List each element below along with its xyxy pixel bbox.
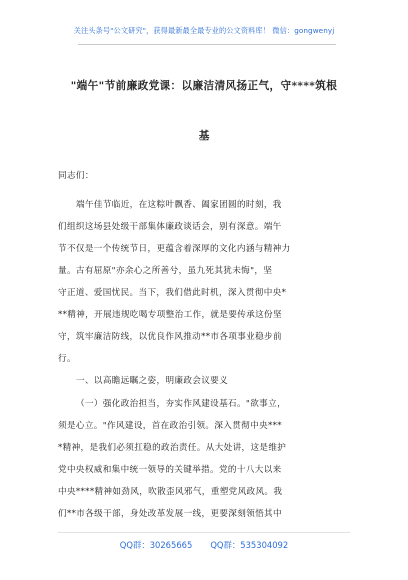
paragraph-line: 端午佳节临近，在这粽叶飘香、阖家团圆的时刻，我	[76, 200, 282, 210]
paragraph-line: 量。古有屈原"亦余心之所善兮，虽九死其犹未悔"，坚	[58, 266, 273, 276]
document-title-line-2: 基	[198, 130, 210, 142]
paragraph-line: *精神，是我们必须扛稳的政治责任。从大处讲，这是维护	[58, 443, 287, 453]
salutation: 同志们：	[58, 171, 94, 181]
header-banner: 关注头条号"公文研究"，获得最新最全最专业的公文资料库！ 微信：gongwenyj	[73, 26, 335, 35]
footer-qq-group-1: QQ群：30265665	[119, 540, 193, 550]
paragraph-line: 节不仅是一个传统节日，更蕴含着深厚的文化内涵与精神力	[58, 244, 291, 254]
footer-divider	[58, 532, 350, 533]
paragraph-line: 行。	[58, 354, 76, 364]
paragraph-line: 守正道、爱国忧民。当下，我们借此时机，深入贯彻中央*	[58, 288, 287, 298]
footer-contacts	[0, 539, 408, 551]
paragraph-line: 党中央权威和集中统一领导的关键举措。党的十八大以来	[58, 465, 282, 475]
paragraph-line: 们组织这场县处级干部集体廉政谈话会，别有深意。端午	[58, 222, 282, 232]
subsection-line: （一）强化政治担当，夯实作风建设基石。"欲事立，	[76, 399, 287, 409]
paragraph-line: 守，筑牢廉洁防线，以优良作风推动**市各项事业稳步前	[58, 332, 282, 342]
paragraph-line: 中央****精神如劲风，吹散歪风邪气，重塑党风政风。我	[58, 487, 283, 497]
paragraph-line: **精神，开展违规吃喝专项整治工作，就是要传承这份坚	[58, 310, 282, 320]
paragraph-line: 们**市各级干部，身处改革发展一线，更要深刻领悟其中	[58, 509, 282, 519]
header-divider	[78, 44, 336, 45]
document-title-line-1: "端午"节前廉政党课：以廉洁清风扬正气，守****筑根	[70, 80, 338, 92]
footer-qq-group-2: QQ群：535304092	[210, 540, 289, 550]
section-heading: 一、以高瞻远瞩之姿，明廉政会议要义	[76, 376, 229, 386]
paragraph-line: 须是心立。"作风建设，首在政治引领。深入贯彻中央***	[58, 421, 282, 431]
